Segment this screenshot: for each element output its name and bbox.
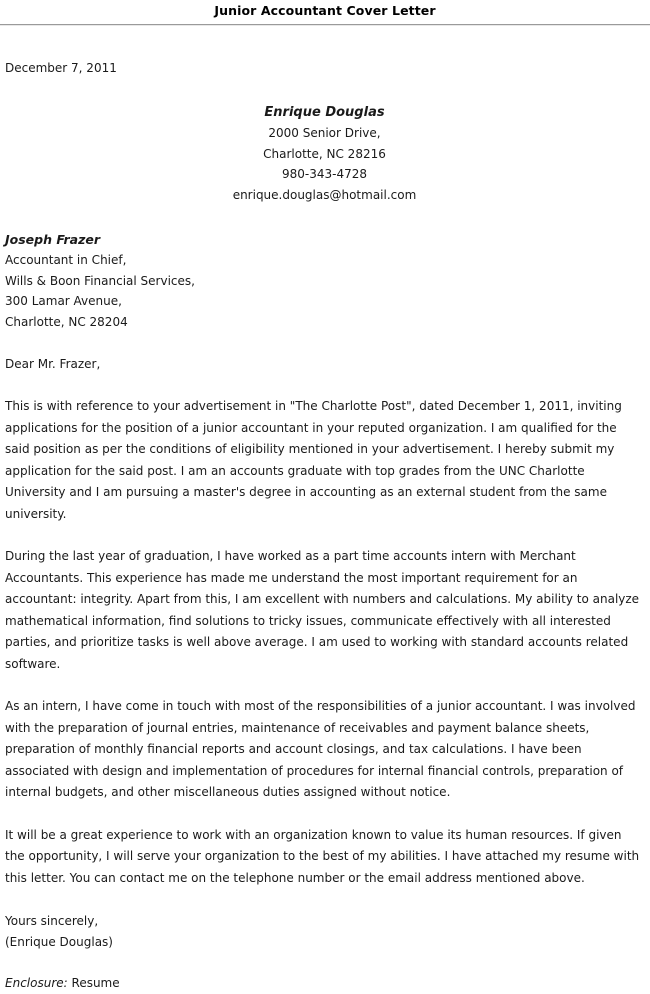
sender-name: Enrique Douglas [264, 105, 385, 120]
recipient-name: Joseph Frazer [5, 232, 101, 247]
sender-email: enrique.douglas@hotmail.com [232, 187, 417, 202]
body-paragraph-3: As an intern, I have come in touch with most of the responsibilities of a junior accountant. I was involved with the preparation of journal entries, maintenance of receivables and payment balance sheets, preparation of monthly financial reports and account closings, and tax calculations. I have been associated with design and implementation of procedures for internal financial controls, preparation of internal budgets, and other miscellaneous duties assigned without notice. [5, 699, 636, 799]
sender-city-state-zip: Charlotte, NC 28216 [263, 146, 386, 161]
recipient-address-block [5, 229, 644, 332]
sender-phone: 980-343-4728 [281, 167, 367, 181]
body-paragraph-2: During the last year of graduation, I have worked as a part time accounts intern with Merchant Accountants. This experience has made me understand the most important requirement for an accountant: integrity. Apart from this, I am excellent with numbers and calculations. My ability to analyze mathematical information, find solutions to tricky issues, communicate effectively with all interested parties, and prioritize tasks is well above average. I am used to working with standard accounts related software. [5, 549, 640, 671]
enclosure-label: Enclosure: [5, 976, 68, 990]
signature-name: (Enrique Douglas) [5, 934, 113, 949]
sender-address-block [5, 102, 644, 205]
recipient-street: 300 Lamar Avenue, [5, 294, 122, 308]
body-paragraph-1: This is with reference to your advertisement in "The Charlotte Post", dated December 1, 2011, inviting applications for the position of a junior accountant in your reputed organization. I am qualified for the said position as per the conditions of eligibility mentioned in your advertisement. I hereby submit my application for the said post. I am an accounts graduate with top grades from the UNC Charlotte University and I am pursuing a master's degree in accounting as an external student from the same university. [5, 399, 622, 521]
recipient-title: Accountant in Chief, [5, 253, 127, 267]
sender-street: 2000 Senior Drive, [268, 126, 381, 140]
body-paragraph-4: It will be a great experience to work with an organization known to value its human resources. If given the opportunity, I will serve your organization to the best of my abilities. I have attached my resume with this letter. You can contact me on the telephone number or the email address mentioned above. [5, 827, 640, 885]
letter-body [0, 58, 650, 994]
enclosure-block [5, 973, 644, 994]
enclosure-value: Resume [71, 976, 120, 990]
title-divider [0, 24, 650, 26]
recipient-company: Wills & Boon Financial Services, [5, 273, 195, 288]
closing-block [5, 911, 644, 952]
letter-date: December 7, 2011 [5, 61, 117, 75]
page-title: Junior Accountant Cover Letter [214, 3, 436, 18]
salutation: Dear Mr. Frazer, [5, 357, 101, 371]
valediction: Yours sincerely, [5, 914, 99, 928]
recipient-city-state-zip: Charlotte, NC 28204 [5, 314, 128, 329]
